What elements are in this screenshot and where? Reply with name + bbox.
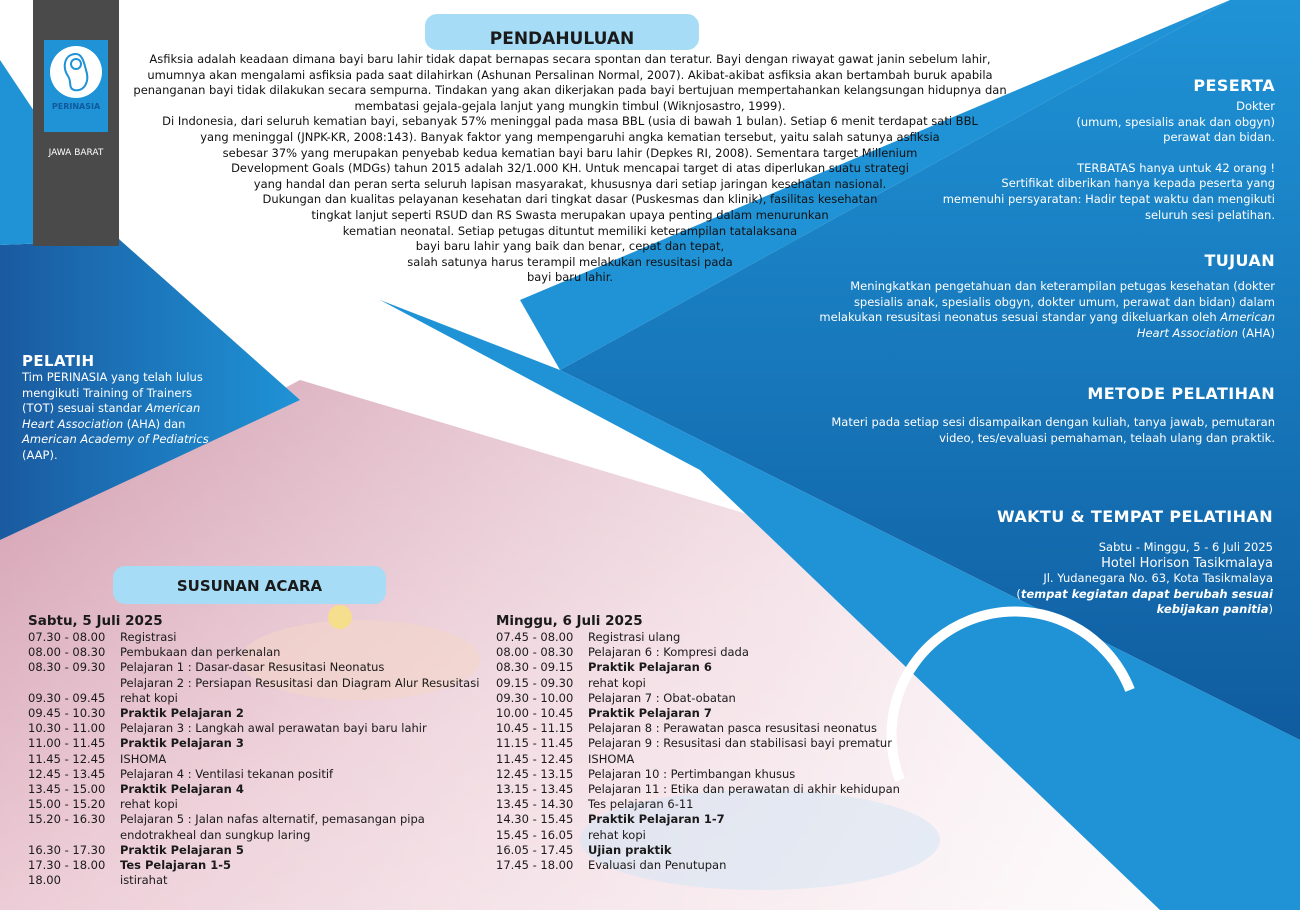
- schedule-activity: rehat kopi: [588, 827, 646, 842]
- schedule-activity: Evaluasi dan Penutupan: [588, 858, 727, 873]
- schedule-activity: Pelajaran 9 : Resusitasi dan stabilisasi bayi prematur: [588, 736, 892, 751]
- pendahuluan-line: penanganan bayi tidak dilakukan secara sempurna. Tindakan yang akan dikerjakan pada bayi bertujuan mempertahankan kelangsungan hidupnya dan: [133, 83, 1007, 98]
- waktu-heading: WAKTU & TEMPAT PELATIHAN: [997, 507, 1273, 526]
- logo-region: JAWA BARAT: [48, 148, 104, 158]
- schedule-activity: Registrasi ulang: [588, 630, 681, 644]
- schedule-time: 09.45 - 10.30: [28, 706, 106, 721]
- pendahuluan-line: Development Goals (MDGs) tahun 2015 adalah 32/1.000 KH. Untuk mencapai target di atas diperlukan suatu strategi: [231, 161, 909, 176]
- schedule-row: [496, 706, 916, 721]
- schedule-activity: Pembukaan dan perkenalan: [120, 645, 281, 660]
- schedule-row: [28, 797, 488, 812]
- tujuan-text: Meningkatkan pengetahuan dan keterampilan petugas kesehatan (dokter spesialis anak, spesialis obgyn, dokter umum, perawat dan bidan) dalam melakukan resusitasi neonatus sesuai standar yang dikeluarkan oleh American Heart Association (AHA): [819, 279, 1275, 340]
- schedule-row: [28, 691, 488, 706]
- schedule-row: [496, 812, 916, 827]
- logo-wordmark: PERINASIA: [51, 102, 101, 111]
- schedule-activity: Praktik Pelajaran 4: [120, 782, 244, 797]
- schedule-row: [28, 645, 488, 660]
- peserta-note-line: Sertifikat diberikan hanya kepada peserta yang: [1001, 176, 1275, 191]
- pendahuluan-line: salah satunya harus terampil melakukan resusitasi pada: [407, 254, 733, 269]
- schedule-time: 07.30 - 08.00: [28, 630, 106, 644]
- schedule-time: 11.00 - 11.45: [28, 736, 106, 751]
- schedule-activity: Pelajaran 10 : Pertimbangan khusus: [588, 766, 796, 781]
- schedule-time: 15.20 - 16.30: [28, 812, 106, 827]
- peserta-text: [855, 99, 1275, 146]
- schedule-day2: [496, 613, 916, 873]
- schedule-activity: rehat kopi: [120, 797, 178, 812]
- schedule-row: [28, 736, 488, 751]
- pendahuluan-line: bayi baru lahir yang baik dan benar, cepat dan tepat,: [415, 239, 725, 254]
- schedule-activity: Ujian praktik: [588, 842, 672, 857]
- schedule-time: 16.30 - 17.30: [28, 842, 106, 857]
- schedule-activity: Praktik Pelajaran 6: [588, 660, 712, 675]
- schedule-activity: Pelajaran 11 : Etika dan perawatan di akhir kehidupan: [588, 782, 900, 797]
- waktu-section: [853, 507, 1273, 618]
- schedule-time: 12.45 - 13.15: [496, 766, 574, 781]
- schedule-activity: Pelajaran 5 : Jalan nafas alternatif, pemasangan pipa: [120, 812, 425, 827]
- peserta-line: perawat dan bidan.: [1163, 130, 1275, 145]
- schedule-row: [496, 630, 916, 645]
- schedule-activity: Praktik Pelajaran 2: [120, 706, 244, 721]
- schedule-time: 11.15 - 11.45: [496, 736, 574, 751]
- schedule-row: [28, 858, 488, 873]
- schedule-activity: ISHOMA: [588, 751, 635, 766]
- schedule-row: [496, 797, 916, 812]
- schedule-row: [496, 843, 916, 858]
- schedule-time: [28, 828, 120, 843]
- tujuan-section: [775, 251, 1275, 341]
- schedule-time: 08.30 - 09.15: [496, 660, 574, 675]
- schedule-row: [496, 660, 916, 675]
- schedule-time: 15.45 - 16.05: [496, 827, 574, 842]
- pelatih-section: [22, 352, 222, 464]
- schedule-row: [496, 858, 916, 873]
- schedule-time: 12.45 - 13.45: [28, 766, 106, 781]
- susunan-acara-heading: SUSUNAN ACARA: [113, 566, 386, 604]
- pendahuluan-heading: PENDAHULUAN: [425, 14, 699, 50]
- schedule-time: 07.45 - 08.00: [496, 630, 574, 644]
- schedule-row: [496, 736, 916, 751]
- schedule-row: [28, 660, 488, 675]
- schedule-time: 09.30 - 09.45: [28, 690, 106, 705]
- schedule-row: [28, 706, 488, 721]
- schedule-row: [496, 645, 916, 660]
- schedule-time: 10.00 - 10.45: [496, 706, 574, 721]
- schedule-activity: Praktik Pelajaran 7: [588, 706, 712, 721]
- schedule-activity: Tes Pelajaran 1-5: [120, 858, 231, 873]
- schedule-row: [496, 767, 916, 782]
- day1-label: Sabtu, 5 Juli 2025: [28, 613, 163, 629]
- pendahuluan-line: yang handal dan peran serta seluruh lapisan masyarakat, khususnya dari setiap jaringan kesehatan nasional.: [253, 176, 887, 191]
- schedule-row: [496, 782, 916, 797]
- schedule-activity: Registrasi: [120, 630, 177, 644]
- pendahuluan-line: sebesar 37% yang merupakan penyebab kedua kematian bayi baru lahir (Depkes RI, 2008). Sementara target Millenium: [222, 145, 918, 160]
- schedule-row: [28, 843, 488, 858]
- pendahuluan-line: umumnya akan mengalami asfiksia pada saat dilahirkan (Ashunan Persalinan Normal, 2007). Akibat-akibat asfiksia akan bertambah buruk apabila: [147, 67, 993, 82]
- schedule-row: [496, 752, 916, 767]
- schedule-time: 13.45 - 14.30: [496, 797, 574, 812]
- schedule-activity: Praktik Pelajaran 1-7: [588, 812, 725, 827]
- schedule-activity: istirahat: [120, 873, 168, 888]
- schedule-time: 09.30 - 10.00: [496, 690, 574, 705]
- metode-text: [775, 415, 1275, 446]
- pendahuluan-line: Dukungan dan kualitas pelayanan kesehatan dari tingkat dasar (Puskesmas dan klinik), fasilitas kesehatan: [262, 192, 878, 207]
- schedule-day1: [28, 613, 488, 888]
- schedule-time: 08.00 - 08.30: [496, 645, 574, 660]
- perinasia-logo: [44, 40, 108, 132]
- event-date: Sabtu - Minggu, 5 - 6 Juli 2025: [1098, 540, 1273, 554]
- schedule-row: [28, 782, 488, 797]
- pendahuluan-line: kematian neonatal. Setiap petugas dituntut memiliki keterampilan tatalaksana: [342, 223, 798, 238]
- schedule-time: 08.30 - 09.30: [28, 660, 106, 675]
- schedule-row: [496, 691, 916, 706]
- event-venue: Hotel Horison Tasikmalaya: [1101, 555, 1273, 571]
- event-note-1: (tempat kegiatan dapat berubah sesuai: [1016, 586, 1273, 601]
- schedule-time: 18.00: [28, 873, 61, 888]
- schedule-time: 16.05 - 17.45: [496, 842, 574, 857]
- schedule-row: [28, 767, 488, 782]
- tujuan-heading: TUJUAN: [1204, 251, 1275, 270]
- schedule-time: 10.45 - 11.15: [496, 721, 574, 736]
- schedule-time: 17.45 - 18.00: [496, 858, 574, 873]
- schedule-time: 15.00 - 15.20: [28, 797, 106, 812]
- schedule-activity: Pelajaran 7 : Obat-obatan: [588, 690, 736, 705]
- peserta-line: Dokter: [1236, 99, 1275, 113]
- peserta-note-line: seluruh sesi pelatihan.: [1144, 207, 1275, 222]
- schedule-row: [496, 676, 916, 691]
- schedule-activity: Pelajaran 2 : Persiapan Resusitasi dan Diagram Alur Resusitasi: [120, 675, 480, 690]
- schedule-activity: ISHOMA: [120, 751, 167, 766]
- schedule-activity: Pelajaran 3 : Langkah awal perawatan bayi baru lahir: [120, 721, 427, 736]
- schedule-row: [28, 721, 488, 736]
- schedule-time: 10.30 - 11.00: [28, 721, 106, 736]
- peserta-heading: PESERTA: [1193, 76, 1275, 95]
- pendahuluan-line: bayi baru lahir.: [526, 270, 614, 285]
- schedule-time: 11.45 - 12.45: [28, 751, 106, 766]
- day2-label: Minggu, 6 Juli 2025: [496, 613, 643, 629]
- schedule-time: 13.15 - 13.45: [496, 782, 574, 797]
- schedule-row: [28, 752, 488, 767]
- schedule-row: [28, 828, 488, 843]
- schedule-time: 11.45 - 12.45: [496, 751, 574, 766]
- pendahuluan-line: tingkat lanjut seperti RSUD dan RS Swasta merupakan upaya penting dalam menurunkan: [311, 207, 829, 222]
- schedule-row: [28, 676, 488, 691]
- schedule-time: [28, 676, 120, 691]
- schedule-time: 09.15 - 09.30: [496, 675, 574, 690]
- pendahuluan-line: Asfiksia adalah keadaan dimana bayi baru lahir tidak dapat bernapas secara spontan dan teratur. Bayi dengan riwayat gawat janin sebelum lahir,: [149, 52, 991, 66]
- metode-line: Materi pada setiap sesi disampaikan dengan kuliah, tanya jawab, pemutaran: [831, 415, 1275, 429]
- waktu-text: [853, 540, 1273, 618]
- peserta-note-line: TERBATAS hanya untuk 42 orang !: [1077, 160, 1275, 175]
- peserta-section: [855, 76, 1275, 223]
- schedule-row: [28, 630, 488, 645]
- schedule-row: [496, 828, 916, 843]
- schedule-time: 13.45 - 15.00: [28, 782, 106, 797]
- schedule-row: [496, 721, 916, 736]
- peserta-note-line: memenuhi persyaratan: Hadir tepat waktu dan mengikuti: [942, 191, 1275, 206]
- schedule-activity: Praktik Pelajaran 5: [120, 842, 244, 857]
- pendahuluan-line: membatasi gejala-gejala lanjut yang mungkin timbul (Wiknjosastro, 1999).: [354, 98, 786, 113]
- metode-line: video, tes/evaluasi pemahaman, telaah ulang dan praktik.: [939, 430, 1275, 445]
- schedule-activity: rehat kopi: [588, 675, 646, 690]
- baby-icon: [50, 46, 102, 98]
- schedule-activity: Pelajaran 4 : Ventilasi tekanan positif: [120, 766, 334, 781]
- pelatih-heading: PELATIH: [22, 352, 95, 370]
- schedule-time: 17.30 - 18.00: [28, 858, 106, 873]
- metode-heading: METODE PELATIHAN: [1087, 384, 1275, 403]
- pendahuluan-line: Di Indonesia, dari seluruh kematian bayi, sebanyak 57% meninggal pada masa BBL (usia di bawah 1 bulan). Setiap 6 menit terdapat sati BBL: [162, 114, 978, 129]
- event-note-2: kebijakan panitia): [1156, 602, 1273, 617]
- schedule-activity: Tes pelajaran 6-11: [588, 797, 694, 812]
- schedule-time: 08.00 - 08.30: [28, 645, 106, 660]
- pendahuluan-line: yang meninggal (JNPK-KR, 2008:143). Banyak faktor yang mempengaruhi angka kematian tersebut, yaitu salah satunya asfiksia: [200, 129, 940, 144]
- schedule-activity: Pelajaran 1 : Dasar-dasar Resusitasi Neonatus: [120, 660, 385, 675]
- schedule-row: [28, 873, 488, 888]
- metode-section: [775, 384, 1275, 446]
- peserta-note: [855, 161, 1275, 223]
- schedule-activity: Praktik Pelajaran 3: [120, 736, 244, 751]
- schedule-activity: endotrakheal dan sungkup laring: [120, 827, 311, 842]
- schedule-activity: Pelajaran 8 : Perawatan pasca resusitasi neonatus: [588, 721, 877, 736]
- event-address: Jl. Yudanegara No. 63, Kota Tasikmalaya: [1043, 571, 1273, 586]
- schedule-row: [28, 812, 488, 827]
- schedule-activity: Pelajaran 6 : Kompresi dada: [588, 645, 749, 660]
- schedule-activity: rehat kopi: [120, 690, 178, 705]
- peserta-line: (umum, spesialis anak dan obgyn): [1076, 114, 1275, 129]
- schedule-time: 14.30 - 15.45: [496, 812, 574, 827]
- pelatih-text: Tim PERINASIA yang telah lulus mengikuti Training of Trainers (TOT) sesuai standar American Heart Association (AHA) dan American Academy of Pediatrics (AAP).: [22, 370, 209, 462]
